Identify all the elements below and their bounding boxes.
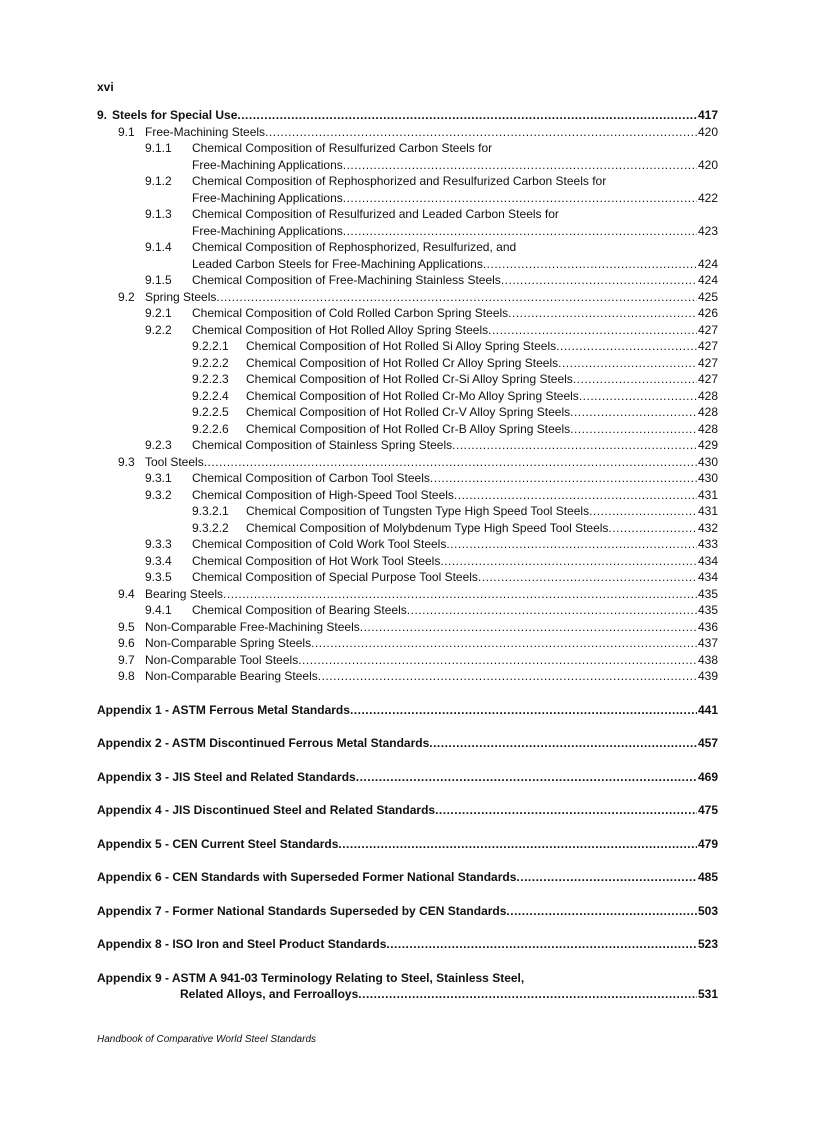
toc-entry[interactable] — [97, 305, 718, 322]
toc-leader-dots — [343, 190, 697, 207]
toc-entry-number: 9.1.3 — [145, 207, 172, 221]
toc-entry-page: 523 — [697, 937, 718, 951]
toc-leader-dots — [204, 454, 697, 471]
toc-entry[interactable] — [97, 970, 718, 987]
toc-entry-number: 9.2 — [118, 289, 135, 304]
toc-entry[interactable] — [97, 322, 718, 339]
toc-entry-number: 9.2.1 — [145, 306, 172, 320]
toc-entry-page: 427 — [697, 372, 718, 386]
toc-entry[interactable] — [97, 289, 718, 306]
toc-entry-number: 9.1.2 — [145, 174, 172, 188]
toc-leader-dots — [570, 404, 697, 421]
toc-entry-page: 428 — [697, 421, 718, 436]
toc-entry-title: Bearing Steels — [145, 586, 224, 601]
toc-entry-title: Non-Comparable Free-Machining Steels — [145, 619, 360, 634]
toc-entry[interactable] — [97, 702, 718, 719]
section-spacer — [97, 752, 718, 769]
toc-entry[interactable] — [97, 503, 718, 520]
toc-entry-number: 9.1.1 — [145, 141, 172, 155]
toc-entry-number: 9.3.2.1 — [192, 504, 229, 518]
toc-entry-page: 441 — [697, 702, 718, 717]
section-spacer — [97, 953, 718, 970]
toc-entry-title: Chemical Composition of Hot Rolled Cr-V Alloy Spring Steels — [246, 405, 571, 419]
toc-entry[interactable] — [97, 487, 718, 504]
toc-entry-title: Appendix 2 - ASTM Discontinued Ferrous Metal Standards — [97, 736, 430, 750]
toc-entry-title: Non-Comparable Spring Steels — [145, 636, 312, 650]
toc-entry-number: 9.1.4 — [145, 240, 172, 254]
toc-entry-page: 485 — [697, 870, 718, 884]
toc-entry-page: 438 — [697, 652, 718, 667]
toc-entry-number: 9.3.5 — [145, 570, 172, 584]
toc-leader-dots — [483, 256, 697, 273]
toc-entry[interactable] — [97, 652, 718, 669]
toc-entry[interactable] — [97, 124, 718, 141]
toc-leader-dots — [556, 338, 697, 355]
toc-entry-page: 422 — [697, 190, 718, 205]
toc-entry-page: 475 — [697, 803, 718, 817]
toc-entry-title: Appendix 4 - JIS Discontinued Steel and Related Standards — [97, 803, 436, 817]
toc-entry[interactable] — [97, 869, 718, 886]
toc-entry-title: Related Alloys, and Ferroalloys — [180, 987, 359, 1001]
section-spacer — [97, 919, 718, 936]
toc-entry-page: 427 — [697, 355, 718, 370]
toc-entry-title: Appendix 6 - CEN Standards with Superseded Former National Standards — [97, 870, 517, 884]
toc-entry-page: 420 — [697, 124, 718, 139]
toc-entry-title: Chemical Composition of Hot Rolled Cr-B Alloy Spring Steels — [246, 421, 571, 436]
toc-leader-dots — [558, 355, 697, 372]
toc-entry-page: 434 — [697, 553, 718, 568]
toc-entry-title: Chemical Composition of Resulfurized Carbon Steels for — [192, 141, 493, 155]
toc-entry[interactable] — [97, 140, 718, 157]
toc-entry-page: 503 — [697, 903, 718, 918]
toc-entry-title: Chemical Composition of Hot Rolled Cr-Mo Alloy Spring Steels — [246, 388, 579, 403]
toc-entry[interactable] — [97, 470, 718, 487]
toc-entry-title: Chemical Composition of Hot Rolled Si Alloy Spring Steels — [246, 339, 557, 353]
toc-leader-dots — [430, 470, 697, 487]
toc-entry-page: 430 — [697, 471, 718, 485]
toc-entry-number: 9.1 — [118, 124, 135, 139]
toc-entry-title: Appendix 5 - CEN Current Steel Standards — [97, 836, 339, 851]
toc-entry[interactable] — [97, 157, 718, 174]
toc-entry-page: 430 — [697, 454, 718, 469]
toc-entry-page: 423 — [697, 223, 718, 238]
toc-entry[interactable] — [97, 553, 718, 570]
toc-entry[interactable] — [97, 635, 718, 652]
toc-entry-title: Chemical Composition of Rephosphorized and Resulfurized Carbon Steels for — [192, 174, 607, 188]
toc-entry[interactable] — [97, 836, 718, 853]
toc-entry-page: 531 — [697, 987, 718, 1001]
toc-entry-title: Chemical Composition of Special Purpose Tool Steels — [192, 570, 478, 584]
toc-entry[interactable] — [97, 903, 718, 920]
toc-entry-page: 426 — [697, 306, 718, 320]
toc-entry[interactable] — [97, 190, 718, 207]
toc-entry-title: Appendix 1 - ASTM Ferrous Metal Standards — [97, 702, 350, 717]
toc-entry-page: 427 — [697, 322, 718, 337]
toc-entry[interactable] — [97, 936, 718, 953]
toc-leader-dots — [407, 602, 697, 619]
toc-entry-title: Non-Comparable Bearing Steels — [145, 669, 318, 683]
toc-entry[interactable] — [97, 223, 718, 240]
toc-entry-title: Chemical Composition of Carbon Tool Steels — [192, 471, 430, 485]
toc-entry[interactable] — [97, 586, 718, 603]
toc-entry-title: Free-Machining Applications — [192, 223, 343, 238]
toc-entry-page: 425 — [697, 289, 718, 304]
toc-entry-number: 9.5 — [118, 619, 135, 634]
toc-entry-title: Chemical Composition of Hot Rolled Cr-Si Alloy Spring Steels — [246, 372, 573, 386]
toc-entry-page: 435 — [697, 603, 718, 617]
toc-entry[interactable] — [97, 454, 718, 471]
toc-entry-title: Chemical Composition of Hot Work Tool Steels — [192, 553, 441, 568]
toc-entry-page: 429 — [697, 438, 718, 452]
toc-leader-dots — [360, 619, 697, 636]
section-spacer — [97, 785, 718, 802]
toc-entry-page: 435 — [697, 586, 718, 601]
toc-leader-dots — [356, 769, 697, 786]
toc-leader-dots — [589, 503, 697, 520]
toc-entry[interactable] — [97, 404, 718, 421]
toc-entry-title: Chemical Composition of Rephosphorized, Resulfurized, and — [192, 240, 517, 254]
toc-leader-dots — [311, 635, 697, 652]
toc-leader-dots — [488, 322, 697, 339]
toc-leader-dots — [454, 487, 697, 504]
toc-entry[interactable] — [97, 355, 718, 372]
toc-entry[interactable] — [97, 388, 718, 405]
toc-entry[interactable] — [97, 986, 718, 1003]
toc-entry[interactable] — [97, 536, 718, 553]
toc-entry-title: Leaded Carbon Steels for Free-Machining Applications — [192, 256, 483, 271]
toc-entry[interactable] — [97, 769, 718, 786]
toc-leader-dots — [343, 157, 697, 174]
toc-entry-number: 9.3.1 — [145, 471, 172, 485]
toc-entry-page: 439 — [697, 669, 718, 683]
toc-leader-dots — [516, 869, 697, 886]
toc-leader-dots — [318, 668, 697, 685]
page-number: xvi — [97, 80, 114, 94]
toc-entry[interactable] — [97, 371, 718, 388]
toc-entry-page: 432 — [697, 520, 718, 535]
section-spacer — [97, 685, 718, 702]
toc-leader-dots — [350, 702, 697, 719]
toc-leader-dots — [501, 272, 697, 289]
toc-entry-number: 9.3.3 — [145, 537, 172, 551]
section-spacer — [97, 819, 718, 836]
toc-entry-page: 431 — [697, 504, 718, 518]
toc-entry-title: Spring Steels — [145, 289, 217, 304]
toc-leader-dots — [265, 124, 697, 141]
table-of-contents — [97, 107, 718, 1003]
toc-leader-dots — [573, 371, 697, 388]
toc-entry-number: 9.2.2.3 — [192, 372, 229, 386]
toc-leader-dots — [508, 305, 697, 322]
toc-entry-number: 9.3 — [118, 454, 135, 469]
toc-leader-dots — [223, 586, 697, 603]
toc-entry-number: 9. — [97, 108, 108, 122]
toc-leader-dots — [216, 289, 697, 306]
toc-entry[interactable] — [97, 437, 718, 454]
toc-entry-page: 431 — [697, 487, 718, 502]
toc-entry-number: 9.7 — [118, 652, 135, 667]
toc-entry-title: Free-Machining Applications — [192, 190, 343, 205]
toc-entry-number: 9.2.2.2 — [192, 355, 229, 370]
toc-entry-number: 9.2.2.1 — [192, 339, 229, 353]
toc-entry-title: Chemical Composition of Resulfurized and Leaded Carbon Steels for — [192, 207, 559, 221]
toc-entry-page: 479 — [697, 836, 718, 851]
toc-entry-number: 9.4.1 — [145, 603, 172, 617]
toc-leader-dots — [608, 520, 697, 537]
toc-leader-dots — [446, 536, 697, 553]
toc-leader-dots — [358, 986, 697, 1003]
toc-entry-title: Appendix 8 - ISO Iron and Steel Product Standards — [97, 937, 387, 951]
toc-entry-page: 427 — [697, 339, 718, 353]
section-spacer — [97, 718, 718, 735]
toc-entry-page: 457 — [697, 736, 718, 750]
toc-entry-title: Chemical Composition of Stainless Spring Steels — [192, 438, 453, 452]
toc-leader-dots — [338, 836, 697, 853]
toc-leader-dots — [386, 936, 697, 953]
toc-entry-title: Chemical Composition of Tungsten Type High Speed Tool Steels — [246, 504, 590, 518]
toc-entry-page: 469 — [697, 769, 718, 784]
toc-entry[interactable] — [97, 173, 718, 190]
toc-leader-dots — [440, 553, 697, 570]
toc-entry[interactable] — [97, 569, 718, 586]
toc-entry-title: Non-Comparable Tool Steels — [145, 652, 299, 667]
toc-entry-title: Appendix 7 - Former National Standards Superseded by CEN Standards — [97, 903, 507, 918]
toc-entry-number: 9.1.5 — [145, 273, 172, 287]
toc-leader-dots — [452, 437, 697, 454]
toc-entry-title: Appendix 3 - JIS Steel and Related Standards — [97, 769, 356, 784]
toc-entry-title: Free-Machining Steels — [145, 124, 266, 139]
toc-entry-title: Chemical Composition of Free-Machining Stainless Steels — [192, 273, 501, 287]
toc-entry-number: 9.2.2.4 — [192, 388, 229, 403]
toc-entry-title: Chemical Composition of High-Speed Tool Steels — [192, 487, 454, 502]
toc-entry-page: 433 — [697, 537, 718, 551]
toc-entry-page: 428 — [697, 388, 718, 403]
toc-entry-title: Free-Machining Applications — [192, 157, 343, 172]
toc-entry[interactable] — [97, 256, 718, 273]
page-footer: Handbook of Comparative World Steel Standards — [97, 1034, 317, 1045]
toc-entry[interactable] — [97, 239, 718, 256]
toc-entry[interactable] — [97, 668, 718, 685]
toc-entry-number: 9.2.3 — [145, 438, 172, 452]
toc-entry[interactable] — [97, 802, 718, 819]
toc-entry-page: 417 — [697, 108, 718, 122]
toc-entry-title: Chemical Composition of Bearing Steels — [192, 603, 407, 617]
toc-entry-title: Chemical Composition of Cold Rolled Carbon Spring Steels — [192, 306, 509, 320]
toc-entry-title: Appendix 9 - ASTM A 941-03 Terminology Relating to Steel, Stainless Steel, — [97, 970, 525, 985]
toc-entry-title: Chemical Composition of Cold Work Tool Steels — [192, 537, 447, 551]
toc-leader-dots — [298, 652, 697, 669]
toc-entry[interactable] — [97, 421, 718, 438]
toc-leader-dots — [237, 107, 697, 124]
toc-entry-number: 9.2.2 — [145, 322, 172, 337]
toc-entry[interactable] — [97, 520, 718, 537]
toc-entry[interactable] — [97, 619, 718, 636]
toc-entry-title: Steels for Special Use — [112, 108, 238, 122]
toc-entry-number: 9.2.2.6 — [192, 421, 229, 436]
toc-entry-number: 9.3.2 — [145, 487, 172, 502]
toc-entry-page: 437 — [697, 636, 718, 650]
toc-leader-dots — [429, 735, 697, 752]
toc-entry-number: 9.8 — [118, 669, 135, 683]
toc-entry-number: 9.3.4 — [145, 553, 172, 568]
toc-entry-page: 424 — [697, 256, 718, 271]
toc-leader-dots — [478, 569, 697, 586]
toc-leader-dots — [343, 223, 697, 240]
section-spacer — [97, 886, 718, 903]
toc-leader-dots — [570, 421, 697, 438]
toc-entry-title: Chemical Composition of Molybdenum Type High Speed Tool Steels — [246, 520, 609, 535]
toc-entry-title: Chemical Composition of Hot Rolled Cr Alloy Spring Steels — [246, 355, 559, 370]
toc-entry[interactable] — [97, 338, 718, 355]
toc-entry-page: 420 — [697, 157, 718, 172]
toc-entry-page: 434 — [697, 570, 718, 584]
section-spacer — [97, 852, 718, 869]
toc-entry[interactable] — [97, 602, 718, 619]
toc-entry-number: 9.6 — [118, 636, 135, 650]
toc-leader-dots — [435, 802, 697, 819]
toc-entry-title: Tool Steels — [145, 454, 204, 469]
toc-entry-page: 436 — [697, 619, 718, 634]
toc-entry[interactable] — [97, 206, 718, 223]
toc-entry-number: 9.3.2.2 — [192, 520, 229, 535]
toc-leader-dots — [579, 388, 697, 405]
toc-entry-title: Chemical Composition of Hot Rolled Alloy Spring Steels — [192, 322, 489, 337]
toc-entry-page: 428 — [697, 405, 718, 419]
toc-entry-number: 9.2.2.5 — [192, 405, 229, 419]
toc-entry[interactable] — [97, 735, 718, 752]
toc-entry[interactable] — [97, 107, 718, 124]
toc-entry[interactable] — [97, 272, 718, 289]
toc-entry-number: 9.4 — [118, 586, 135, 601]
toc-entry-page: 424 — [697, 273, 718, 287]
toc-leader-dots — [506, 903, 697, 920]
